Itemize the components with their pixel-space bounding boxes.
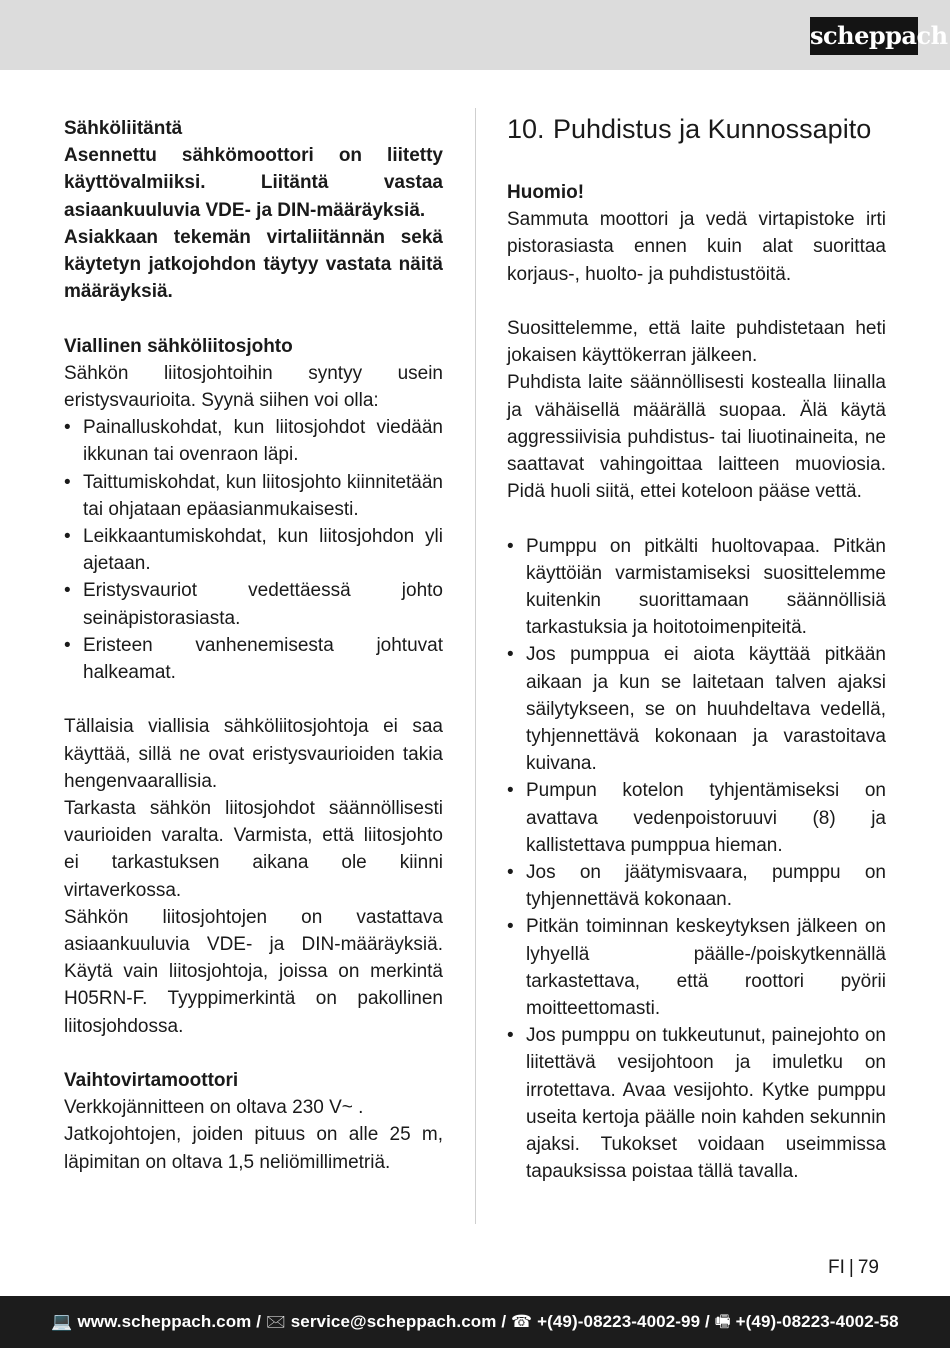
list-damage-causes [64, 414, 443, 686]
paragraph-insulation-damage: Sähkön liitosjohtoihin syntyy usein eristysvaurioita. Syynä siihen voi olla: [64, 362, 443, 412]
list-maintenance [507, 533, 886, 1186]
footer-separator: / [256, 1312, 262, 1331]
section-number: 10. [507, 114, 545, 144]
page-number [828, 1257, 879, 1279]
list-item: • Eristeen vanhenemisesta johtuvat halkeamat. [64, 632, 443, 686]
page-language: FI [828, 1257, 845, 1278]
section-heading-electrical-connection: Sähköliitäntä [64, 118, 183, 139]
phone-icon: ☎ [510, 1312, 533, 1331]
paragraph-cable-standards: Sähkön liitosjohtojen on vastattava asiaankuuluvia VDE- ja DIN-määräyksiä. Käytä vain liitosjohtoja, joissa on merkintä H05RN-F. Tyyppimerkintä on pakollinen liitosjohdossa. [64, 906, 443, 1037]
footer-separator: / [704, 1312, 710, 1331]
warning-text: Sammuta moottori ja vedä virtapistoke irti pistorasiasta ennen kuin alat suorittaa korjaus-, huolto- ja puhdistustöitä. [507, 209, 886, 285]
footer-phone: +(49)-08223-4002-99 [537, 1312, 701, 1331]
paragraph-motor-connection: Asennettu sähkömoottori on liitetty käyttövalmiiksi. Liitäntä vastaa asiaankuuluvia VDE- ja DIN-määräyksiä. [64, 145, 443, 221]
list-item: • Taittumiskohdat, kun liitosjohto kiinnitetään tai ohjataan epäasianmukaisesti. [64, 469, 443, 523]
paragraph-clean-after-use: Suosittelemme, että laite puhdistetaan heti jokaisen käyttökerran jälkeen. [507, 318, 886, 367]
column-divider [475, 108, 476, 1224]
list-item: • Eristysvauriot vedettäessä johto seinäpistorasiasta. [64, 577, 443, 631]
paragraph-customer-connection: Asiakkaan tekemän virtaliitännän sekä käytetyn jatkojohdon täytyy vastata näitä määräyksiä. [64, 226, 443, 303]
list-item: • Pumppu on pitkälti huoltovapaa. Pitkän käyttöiän varmistamiseksi suosittelemme kuitenkin suorittamaan säännöllisiä tarkastuksia ja hoitotoimenpiteitä. [507, 533, 886, 642]
paragraph-extension-cable: Jatkojohtojen, joiden pituus on alle 25 m, läpimitan on oltava 1,5 neliömillimetriä. [64, 1124, 443, 1173]
fax-icon: 🖷 [714, 1312, 731, 1331]
computer-icon: 💻 [51, 1312, 73, 1331]
left-column [64, 115, 443, 1176]
list-item: • Leikkaantumiskohdat, kun liitosjohdon yli ajetaan. [64, 523, 443, 577]
footer-fax: +(49)-08223-4002-58 [735, 1312, 899, 1331]
footer-separator: / [501, 1312, 507, 1331]
footer-website-link[interactable]: www.scheppach.com [77, 1312, 252, 1331]
section-title-text: Puhdistus ja Kunnossapito [553, 114, 872, 144]
footer-contact-bar [0, 1296, 950, 1348]
paragraph-cleaning-instructions: Puhdista laite säännöllisesti kostealla liinalla ja vähäisellä määrällä suopaa. Älä käytä aggressiivisia puhdistus- tai liuotinaineita, ne saattavat vahingoittaa laitteen muoviosia. Pidä huoli siitä, ettei koteloon pääse vettä. [507, 372, 886, 503]
section-heading-faulty-cable: Viallinen sähköliitosjohto [64, 335, 293, 357]
footer-email-link[interactable]: service@scheppach.com [290, 1312, 497, 1331]
list-item: • Jos pumppu on tukkeutunut, painejohto on liitettävä vesijohtoon ja imuletku on irrotettava. Avaa vesijohto. Kytke pumppu useita kertoja päälle noin kahden sekunnin ajaksi. Tukokset voidaan useimmissa tapauksissa poistaa tällä tavalla. [507, 1022, 886, 1185]
list-item: • Pumpun kotelon tyhjentämiseksi on avattava vedenpoistoruuvi (8) ja kallistettava pumppua hieman. [507, 777, 886, 859]
mail-icon: 🖂 [265, 1312, 286, 1331]
right-column [507, 115, 886, 1185]
warning-label: Huomio! [507, 182, 585, 203]
list-item: • Jos on jäätymisvaara, pumppu on tyhjennettävä kokonaan. [507, 859, 886, 913]
list-item: • Painalluskohdat, kun liitosjohdot viedään ikkunan tai ovenraon läpi. [64, 414, 443, 468]
list-item: • Pitkän toiminnan keskeytyksen jälkeen on lyhyellä päälle-/poiskytkennällä tarkastettava, että roottori pyörii moitteettomasti. [507, 913, 886, 1022]
paragraph-mains-voltage: Verkkojännitteen on oltava 230 V~ . [64, 1097, 364, 1119]
section-title-cleaning-maintenance [507, 115, 886, 143]
paragraph-danger: Tällaisia viallisia sähköliitosjohtoja ei saa käyttää, sillä ne ovat eristysvaurioiden takia hengenvaarallisia. [64, 716, 443, 792]
brand-logo: scheppach [810, 17, 918, 55]
header-band [0, 0, 950, 70]
page-number-value: 79 [857, 1257, 879, 1278]
section-heading-ac-motor: Vaihtovirtamoottori [64, 1070, 239, 1092]
page-separator: | [848, 1257, 854, 1278]
paragraph-check-cables: Tarkasta sähkön liitosjohdot säännöllisesti vaurioiden varalta. Varmista, että liitosjohto ei tarkastuksen aikana ole kiinni virtaverkossa. [64, 798, 443, 901]
list-item: • Jos pumppua ei aiota käyttää pitkään aikaan ja kun se laitetaan talven ajaksi säilytykseen, se on huuhdeltava vedellä, tyhjennettävä kokonaan ja varastoitava kuivana. [507, 641, 886, 777]
